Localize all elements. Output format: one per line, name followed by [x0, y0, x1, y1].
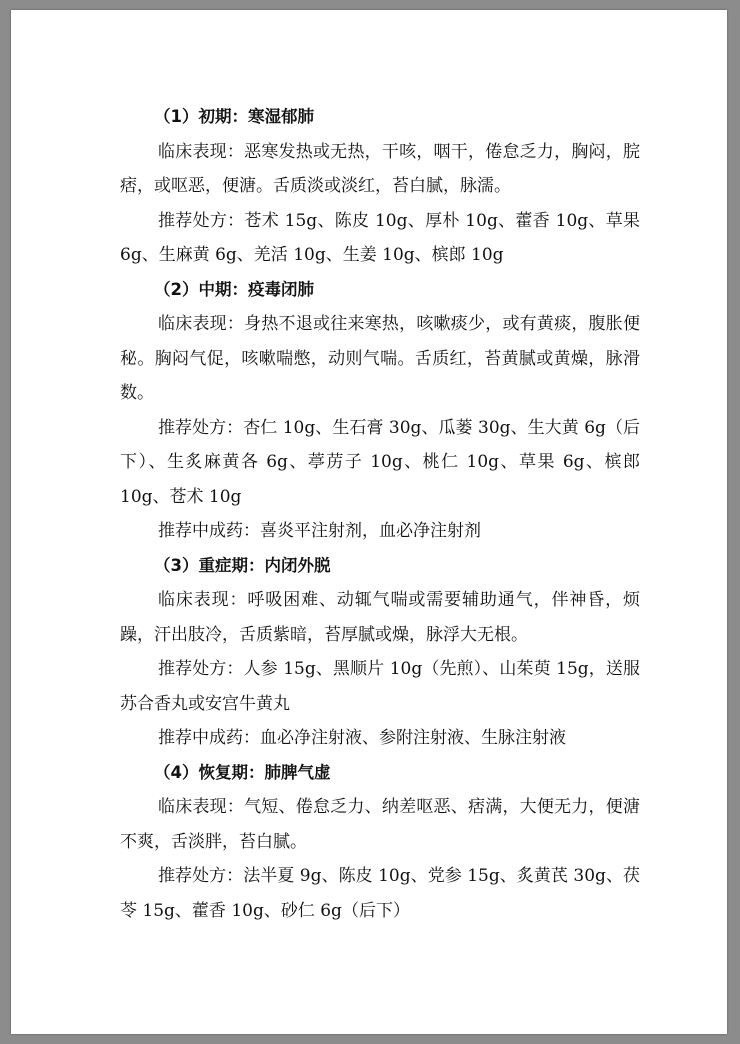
document-page: [11, 10, 727, 1034]
section-heading: （2）中期：疫毒闭肺: [154, 279, 314, 299]
section-recovery-stage: [120, 756, 640, 929]
recommended-patent-medicine: 推荐中成药：血必净注射液、参附注射液、生脉注射液: [158, 728, 566, 748]
recommended-prescription: 推荐处方：人参 15g、黑顺片 10g（先煎）、山茱萸 15g，送服苏合香丸或安宫牛黄丸: [120, 659, 640, 714]
document-body: [120, 100, 640, 928]
clinical-manifestation: 临床表现：恶寒发热或无热，干咳，咽干，倦怠乏力，胸闷，脘痞，或呕恶，便溏。舌质淡或淡红，苔白腻，脉濡。: [120, 141, 640, 196]
recommended-patent-medicine: 推荐中成药：喜炎平注射剂，血必净注射剂: [158, 521, 481, 541]
section-severe-stage: [120, 549, 640, 756]
section-heading: （1）初期：寒湿郁肺: [154, 107, 314, 126]
clinical-manifestation: 临床表现：身热不退或往来寒热，咳嗽痰少，或有黄痰，腹胀便秘。胸闷气促，咳嗽喘憋，动则气喘。舌质红，苔黄腻或黄燥，脉滑数。: [120, 314, 640, 403]
section-heading: （4）恢复期：肺脾气虚: [154, 762, 331, 782]
section-initial-stage: [120, 100, 640, 273]
section-heading: （3）重症期：内闭外脱: [154, 555, 331, 575]
recommended-prescription: 推荐处方：法半夏 9g、陈皮 10g、党参 15g、炙黄芪 30g、茯苓 15g、藿香 10g、砂仁 6g（后下）: [120, 866, 640, 921]
recommended-prescription: 推荐处方：苍术 15g、陈皮 10g、厚朴 10g、藿香 10g、草果 6g、生麻黄 6g、羌活 10g、生姜 10g、槟郎 10g: [120, 210, 640, 265]
recommended-prescription: 推荐处方：杏仁 10g、生石膏 30g、瓜蒌 30g、生大黄 6g（后下）、生炙麻黄各 6g、葶苈子 10g、桃仁 10g、草果 6g、槟郎 10g、苍术 10g: [120, 417, 640, 507]
section-middle-stage: [120, 273, 640, 549]
clinical-manifestation: 临床表现：气短、倦怠乏力、纳差呕恶、痞满，大便无力，便溏不爽，舌淡胖，苔白腻。: [120, 797, 640, 852]
clinical-manifestation: 临床表现：呼吸困难、动辄气喘或需要辅助通气，伴神昏，烦躁，汗出肢冷，舌质紫暗，苔厚腻或燥，脉浮大无根。: [120, 590, 640, 645]
